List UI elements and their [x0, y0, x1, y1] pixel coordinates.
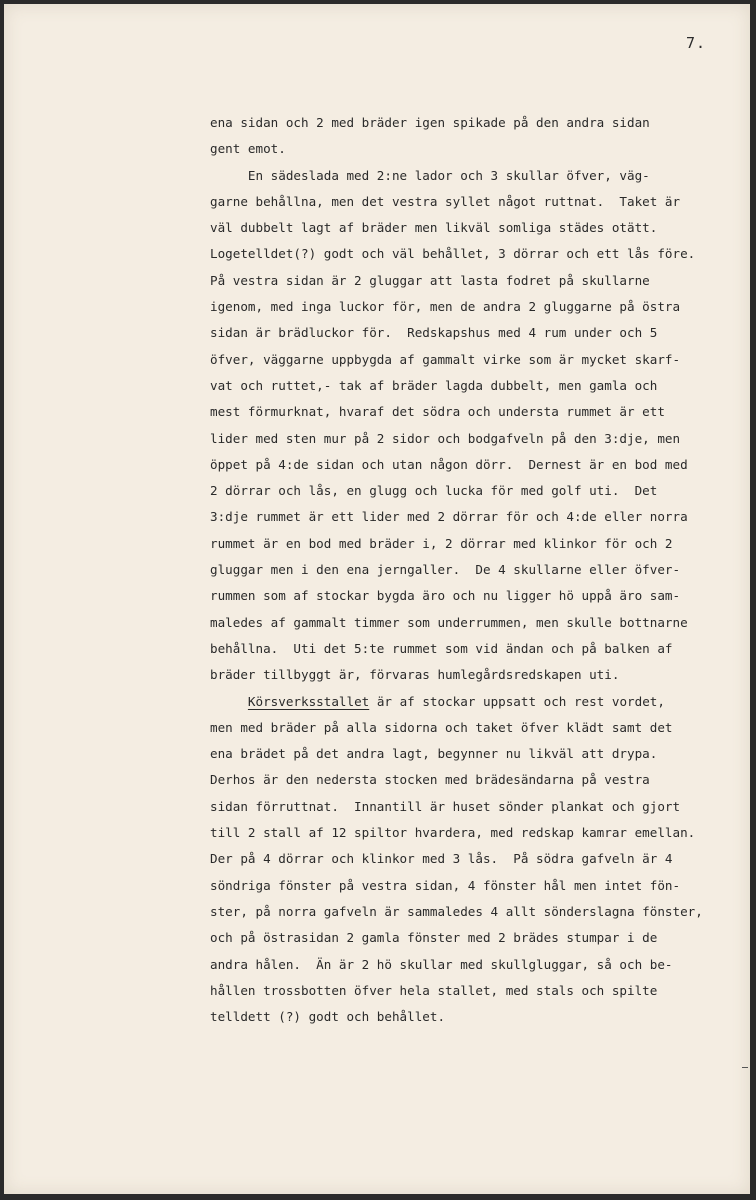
body-text [210, 110, 750, 1030]
text-line [210, 978, 750, 1004]
text-line-content: gent emot. [210, 141, 286, 157]
text-line [210, 163, 750, 189]
text-line [210, 1004, 750, 1030]
text-line-content: är af stockar uppsatt och rest vordet, [369, 693, 665, 709]
text-line-content: Derhos är den nedersta stocken med brädesändarna på vestra [210, 772, 650, 788]
text-line-content: söndriga fönster på vestra sidan, 4 fönster hål men intet fön- [210, 877, 681, 893]
text-line-content: öppet på 4:de sidan och utan någon dörr. Dernest är en bod med [210, 456, 688, 472]
text-line [210, 636, 750, 662]
page-number: 7. [686, 34, 707, 52]
text-line [210, 689, 750, 715]
text-line-content: rummet är en bod med bräder i, 2 dörrar med klinkor för och 2 [210, 535, 673, 551]
text-line [210, 268, 750, 294]
text-line [210, 531, 750, 557]
text-line-content: ena brädet på det andra lagt, begynner nu likväl att drypa. [210, 746, 658, 762]
text-line-content: till 2 stall af 12 spiltor hvardera, med redskap kamrar emellan. [210, 825, 696, 841]
text-line-content: maledes af gammalt timmer som underrummen, men skulle bottnarne [210, 614, 688, 630]
text-line [210, 189, 750, 215]
text-line-content: och på östrasidan 2 gamla fönster med 2 brädes stumpar i de [210, 930, 658, 946]
text-line [210, 873, 750, 899]
text-line-content: 2 dörrar och lås, en glugg och lucka för med golf uti. Det [210, 483, 658, 499]
text-line [210, 110, 750, 136]
text-line [210, 399, 750, 425]
text-line-content: men med bräder på alla sidorna och taket öfver klädt samt det [210, 719, 673, 735]
text-line [210, 794, 750, 820]
text-line [210, 320, 750, 346]
text-line [210, 820, 750, 846]
text-line-content: mest förmurknat, hvaraf det södra och understa rummet är ett [210, 404, 665, 420]
text-line-content: andra hålen. Än är 2 hö skullar med skullgluggar, så och be- [210, 956, 673, 972]
text-line [210, 478, 750, 504]
text-line-content: sidan är brädluckor för. Redskapshus med 4 rum under och 5 [210, 325, 658, 341]
text-line [210, 610, 750, 636]
text-line-content: vat och ruttet,- tak af bräder lagda dubbelt, men gamla och [210, 377, 658, 393]
text-line-lead [210, 694, 248, 709]
text-line [210, 952, 750, 978]
text-line-content: telldett (?) godt och behållet. [210, 1009, 446, 1025]
text-line [210, 373, 750, 399]
text-line-content: Logetelldet(?) godt och väl behållet, 3 dörrar och ett lås före. [210, 246, 696, 262]
text-line [210, 662, 750, 688]
text-line-content: På vestra sidan är 2 gluggar att lasta fodret på skullarne [210, 272, 650, 288]
margin-mark [742, 1067, 748, 1068]
text-line [210, 925, 750, 951]
text-line-content: lider med sten mur på 2 sidor och bodgafveln på den 3:dje, men [210, 430, 681, 446]
text-line-content: 3:dje rummet är ett lider med 2 dörrar för och 4:de eller norra [210, 509, 688, 525]
text-line-content: sidan förruttnat. Innantill är huset sönder plankat och gjort [210, 798, 681, 814]
text-line-content: Der på 4 dörrar och klinkor med 3 lås. På södra gafveln är 4 [210, 851, 673, 867]
text-line-content: ster, på norra gafveln är sammaledes 4 allt sönderslagna fönster, [210, 903, 703, 919]
text-line [210, 899, 750, 925]
text-line [210, 767, 750, 793]
text-line-content: behållna. Uti det 5:te rummet som vid ändan och på balken af [210, 640, 673, 656]
text-line-content: bräder tillbyggt är, förvaras humlegårdsredskapen uti. [210, 667, 620, 683]
text-line [210, 741, 750, 767]
text-line-content: gluggar men i den ena jerngaller. De 4 skullarne eller öfver- [210, 562, 681, 578]
text-line-content: väl dubbelt lagt af bräder men likväl somliga städes otätt. [210, 220, 658, 236]
text-line-content: hållen trossbotten öfver hela stallet, med stals och spilte [210, 982, 658, 998]
text-line [210, 452, 750, 478]
text-line [210, 136, 750, 162]
document-page [4, 4, 750, 1194]
text-line-content: igenom, med inga luckor för, men de andra 2 gluggarne på östra [210, 299, 681, 315]
text-line [210, 215, 750, 241]
text-line [210, 504, 750, 530]
text-line-content: ena sidan och 2 med bräder igen spikade på den andra sidan [210, 115, 650, 130]
text-line [210, 347, 750, 373]
underlined-heading: Körsverksstallet [247, 693, 370, 709]
text-line [210, 241, 750, 267]
text-line-content: En sädeslada med 2:ne lador och 3 skullar öfver, väg- [210, 167, 650, 183]
text-line [210, 557, 750, 583]
text-line [210, 294, 750, 320]
text-line-content: garne behållna, men det vestra syllet något ruttnat. Taket är [210, 193, 681, 209]
text-line-content: öfver, väggarne uppbygda af gammalt virke som är mycket skarf- [210, 351, 681, 367]
text-line [210, 426, 750, 452]
text-line [210, 846, 750, 872]
text-line [210, 715, 750, 741]
text-line-content: rummen som af stockar bygda äro och nu ligger hö uppå äro sam- [210, 588, 681, 604]
text-line [210, 583, 750, 609]
